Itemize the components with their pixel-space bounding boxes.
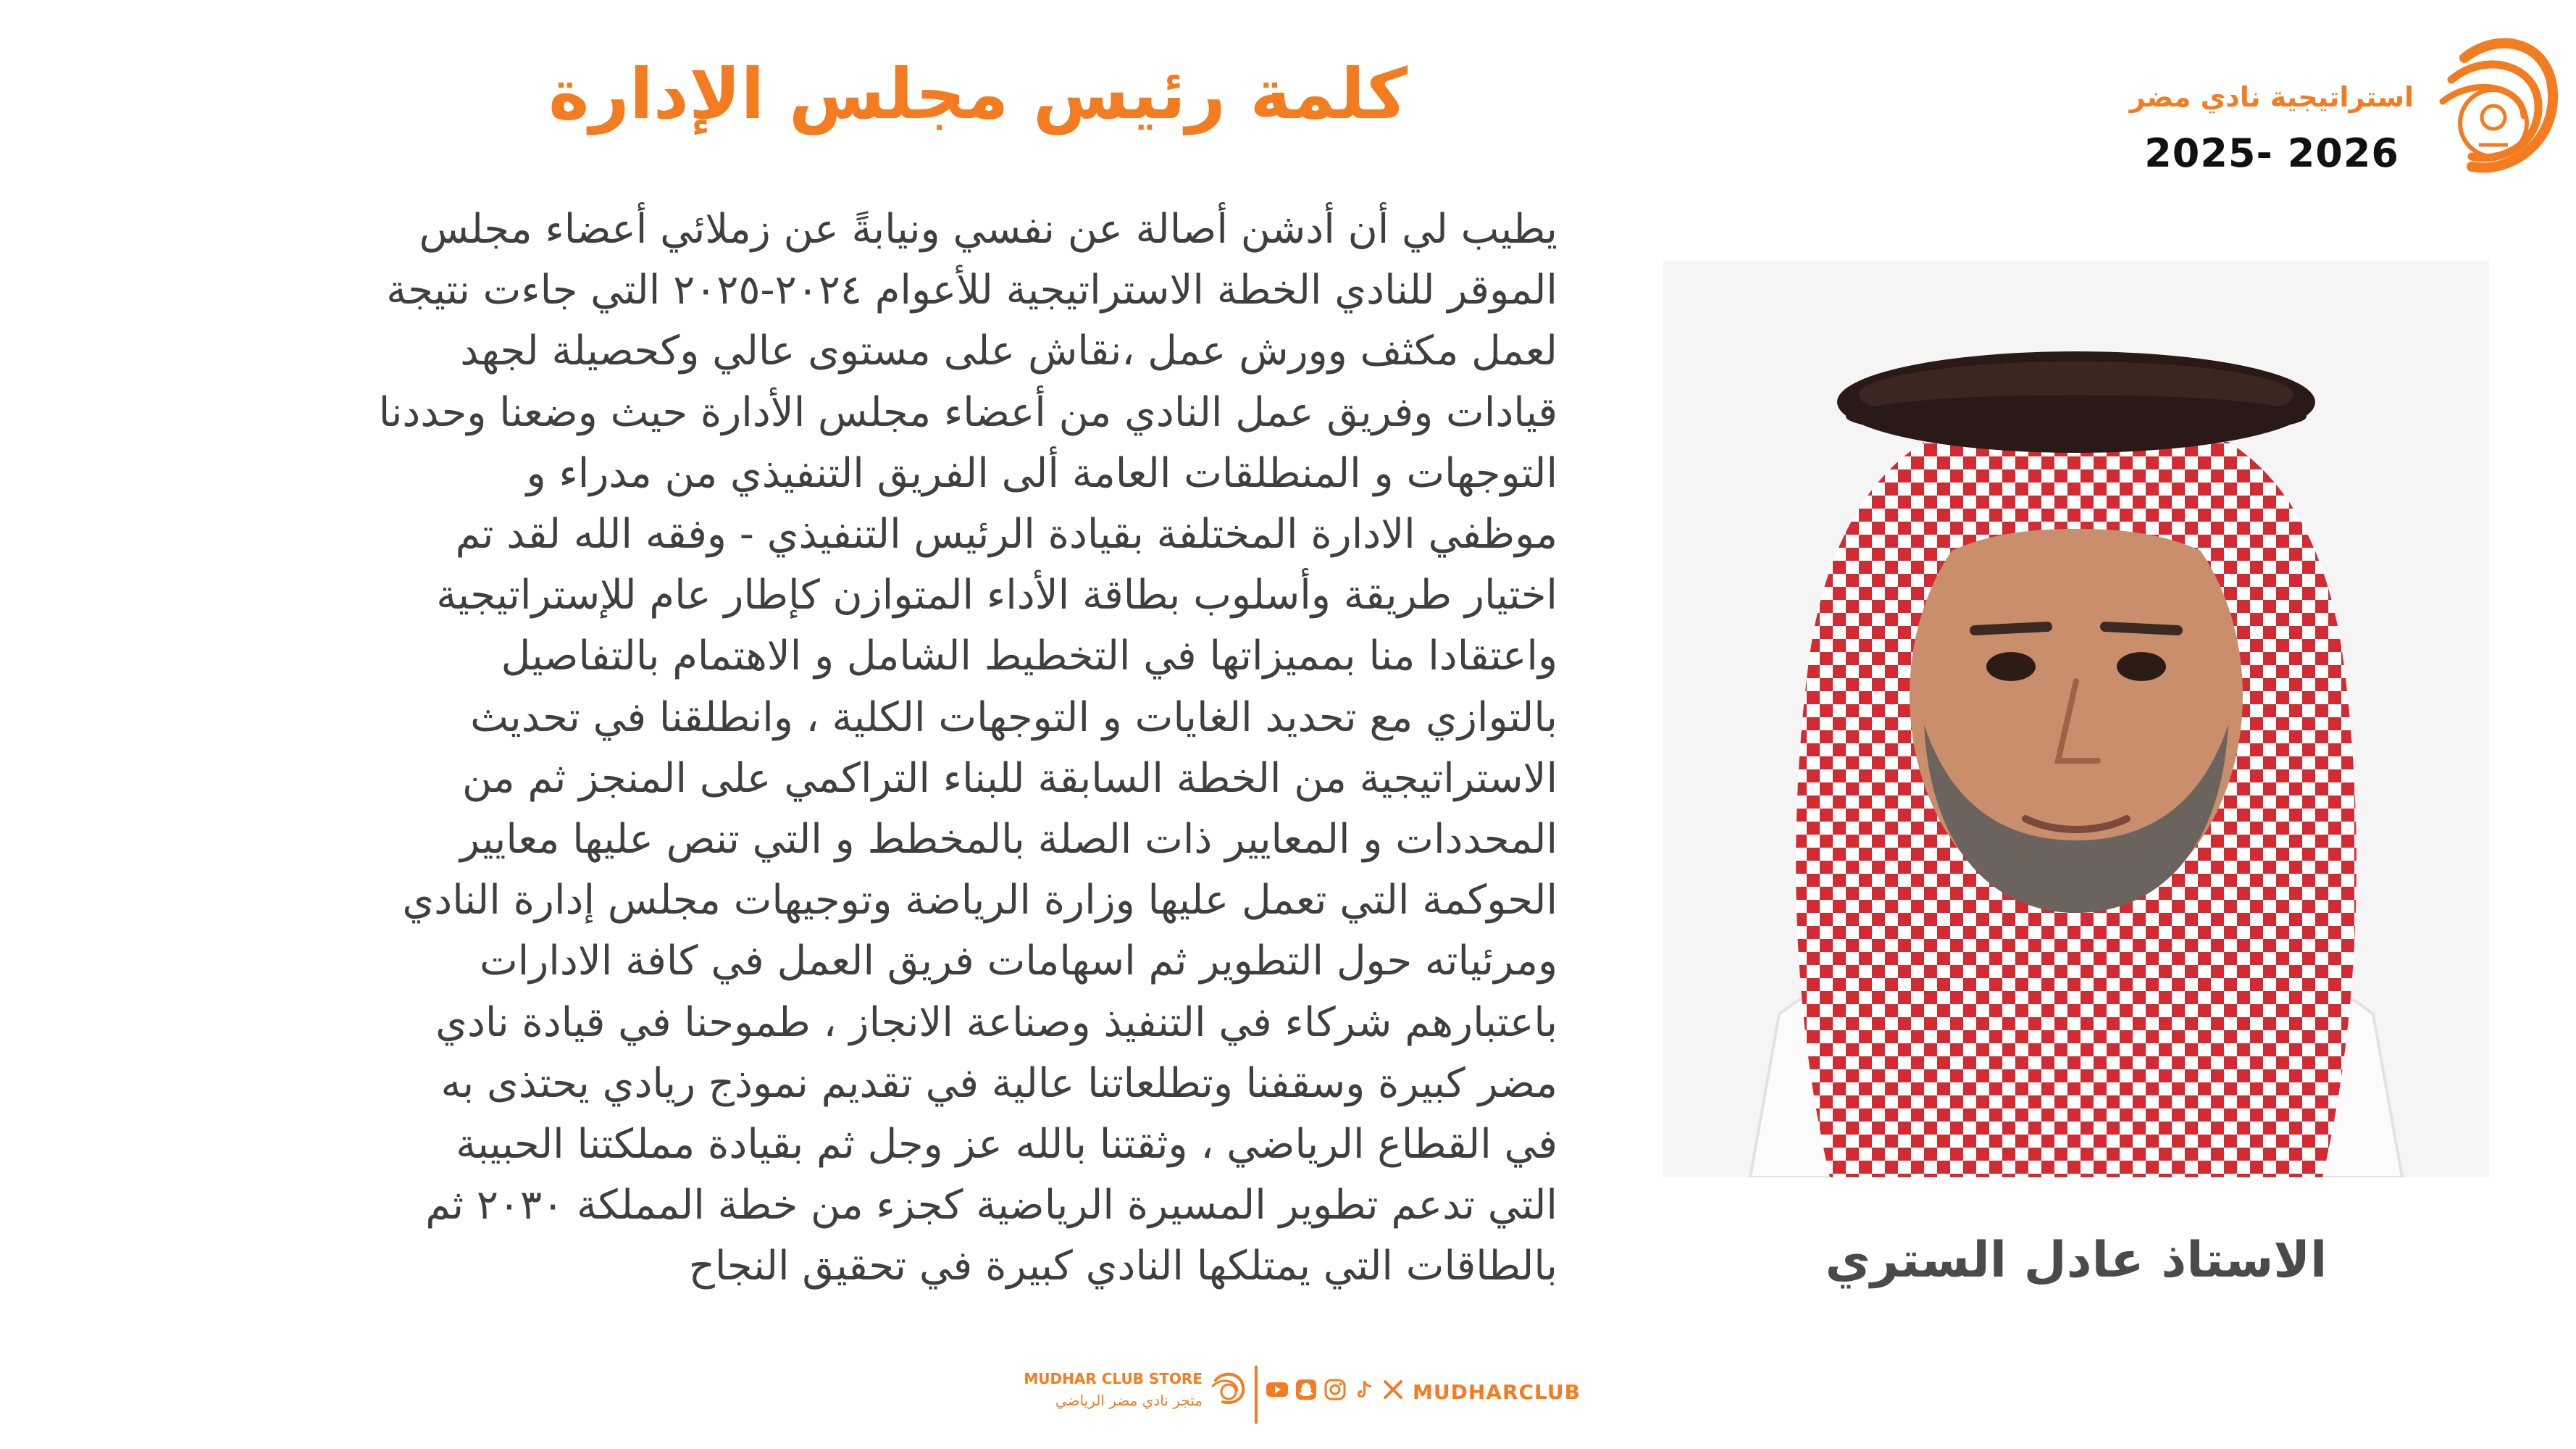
mudhar-club-logo-icon: [2414, 29, 2559, 196]
message-line: واعتقادا منا بمميزاتها في التخطيط الشامل و الاهتمام بالتفاصيل: [501, 632, 1557, 680]
tiktok-icon[interactable]: [1352, 1377, 1376, 1402]
footer-divider: [1255, 1366, 1258, 1424]
brand-name: استراتيجية نادي مضر: [2129, 81, 2414, 113]
message-line: المحددات و المعايير ذات الصلة بالمخطط و التي تنص عليها معايير: [459, 816, 1557, 864]
youtube-icon[interactable]: [1265, 1377, 1289, 1402]
store-name-en: MUDHAR CLUB STORE: [1024, 1370, 1203, 1387]
brand-block: [2129, 29, 2559, 196]
message-line: التوجهات و المنطلقات العامة ألى الفريق التنفيذي من مدراء و: [526, 449, 1557, 497]
message-line: بالطاقات التي يمتلكها النادي كبيرة في تحقيق النجاح: [688, 1243, 1557, 1290]
message-line: قيادات وفريق عمل النادي من أعضاء مجلس الأدارة حيث وضعنا وحددنا: [378, 388, 1557, 436]
x-icon[interactable]: [1381, 1377, 1405, 1402]
social-handle[interactable]: MUDHARCLUB: [1413, 1380, 1581, 1404]
store-logo-icon: [1207, 1367, 1247, 1408]
message-line: الاستراتيجية من الخطة السابقة للبناء التراكمي على المنجز ثم من: [462, 754, 1557, 802]
message-line: يطيب لي أن أدشن أصالة عن نفسي ونيابةً عن زملائي أعضاء مجلس: [419, 206, 1557, 253]
message-line: في القطاع الرياضي ، وثقتنا بالله عز وجل ثم بقيادة مملكتنا الحبيبة: [456, 1121, 1557, 1169]
snapchat-icon[interactable]: [1294, 1377, 1318, 1402]
brand-years: 2025- 2026: [2144, 130, 2399, 176]
message-line: ومرئياته حول التطوير ثم اسهامات فريق العمل في كافة الادارات: [479, 938, 1557, 985]
portrait-photo: [1663, 261, 2489, 1177]
message-line: باعتبارهم شركاء في التنفيذ وصناعة الانجاز ، طموحنا في قيادة نادي: [435, 998, 1557, 1046]
page-title: كلمة رئيس مجلس الإدارة: [548, 54, 1408, 135]
message-line: الحوكمة التي تعمل عليها وزارة الرياضة وتوجيهات مجلس إدارة النادي: [402, 877, 1557, 924]
message-line: التي تدعم تطوير المسيرة الرياضية كجزء من خطة المملكة ٢٠٣٠ ثم: [425, 1182, 1557, 1229]
footer-bar: [985, 1366, 1581, 1431]
message-line: موظفي الادارة المختلفة بقيادة الرئيس التنفيذي - وفقه الله لقد تم: [455, 511, 1557, 559]
chairman-message: [196, 199, 1557, 1298]
store-name-ar: متجر نادي مضر الرياضي: [1055, 1392, 1203, 1409]
message-line: لعمل مكثف وورش عمل ،نقاش على مستوى عالي وكحصيلة لجهد: [460, 327, 1557, 375]
message-line: مضر كبيرة وسقفنا وتطلعاتنا عالية في تقديم نموذج ريادي يحتذى به: [440, 1059, 1557, 1107]
message-line: اختيار طريقة وأسلوب بطاقة الأداء المتوازن كإطار عام للإستراتيجية: [436, 572, 1557, 619]
instagram-icon[interactable]: [1323, 1377, 1347, 1402]
person-name: الاستاذ عادل الستري: [1825, 1232, 2328, 1289]
store-link[interactable]: [985, 1370, 1203, 1409]
message-line: بالتوازي مع تحديد الغايات و التوجهات الكلية ، وانطلقنا في تحديث: [470, 693, 1557, 741]
message-line: الموقر للنادي الخطة الاستراتيجية للأعوام ٢٠٢٤-٢٠٢٥ التي جاءت نتيجة: [386, 267, 1557, 314]
